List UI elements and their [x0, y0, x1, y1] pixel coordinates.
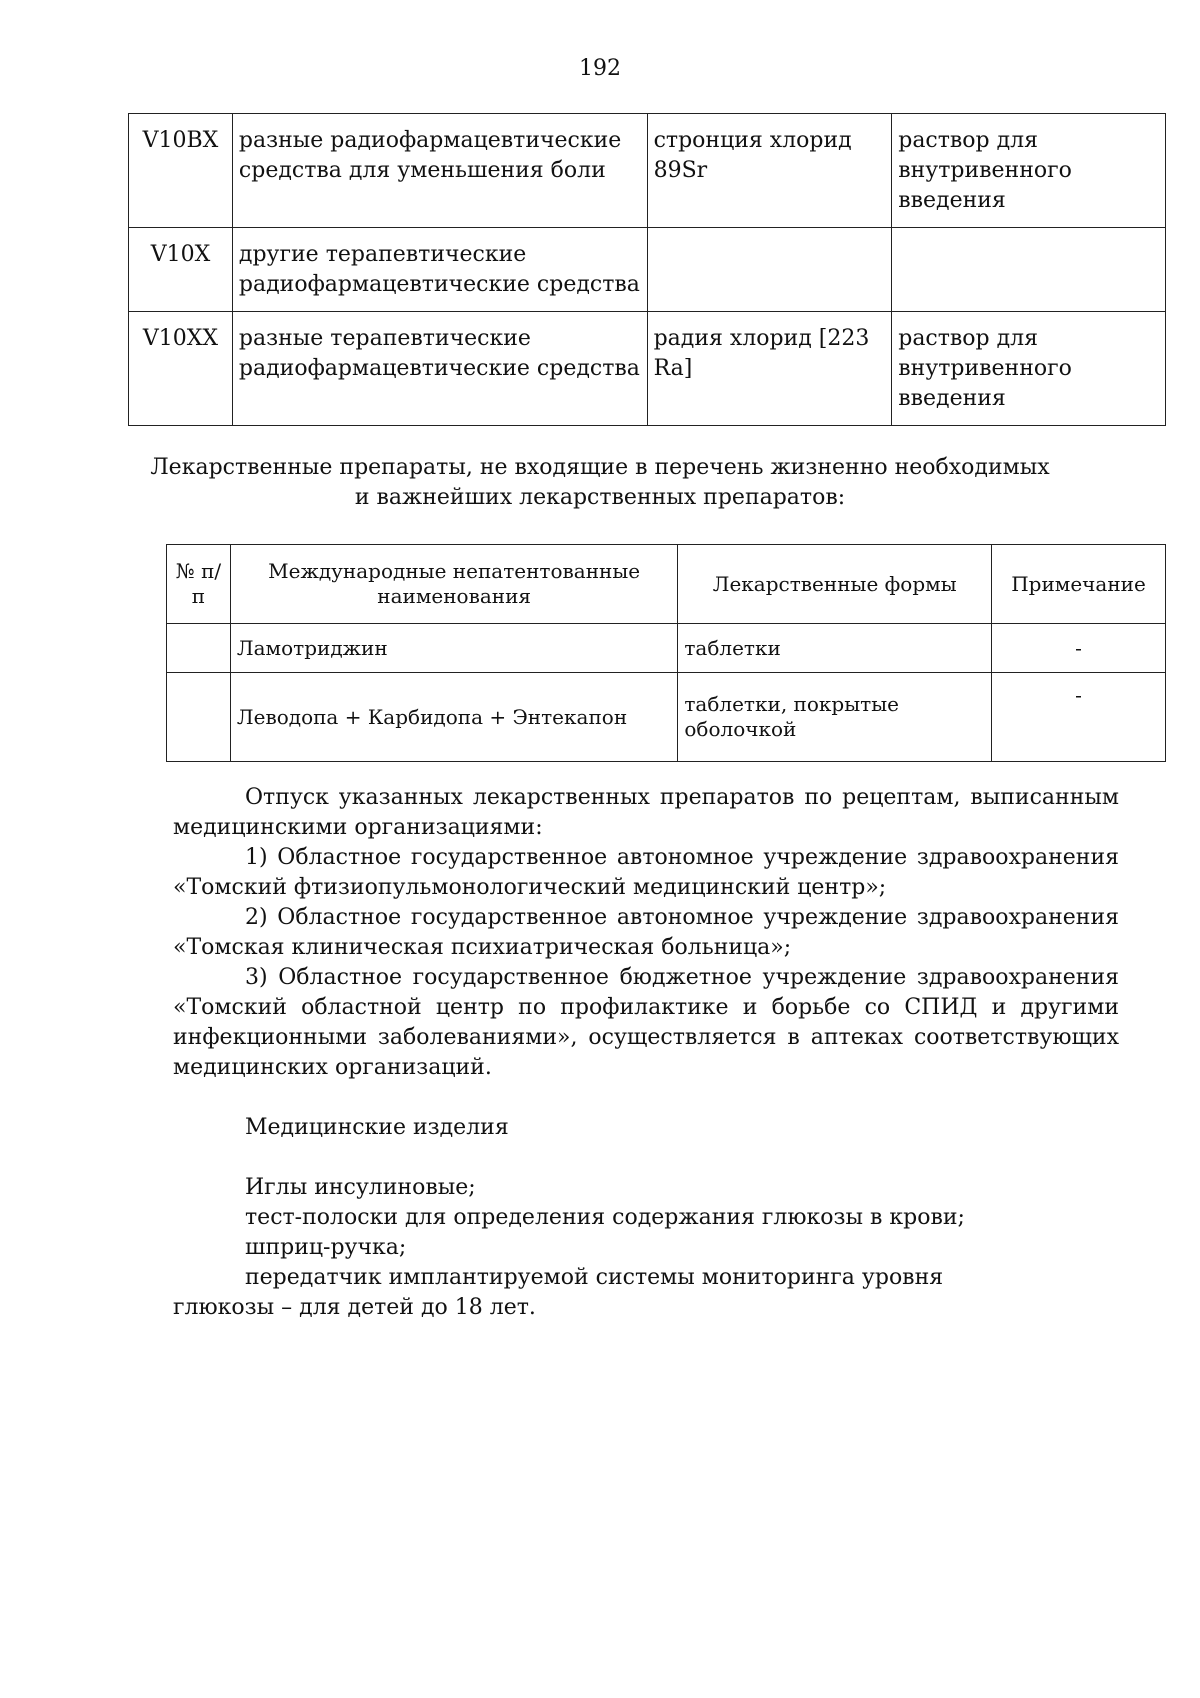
drug-name: радия хлорид [223 Ra]	[647, 312, 892, 426]
table-row	[129, 312, 1166, 426]
row-number	[167, 624, 231, 673]
pharmacological-group: разные терапевтические радиофармацевтические средства	[232, 312, 647, 426]
table-row	[129, 228, 1166, 312]
pharmacological-group: разные радиофармацевтические средства для уменьшения боли	[232, 114, 647, 228]
device-item: шприц-ручка;	[245, 1235, 407, 1260]
drug-name	[647, 228, 892, 312]
note: -	[992, 673, 1166, 762]
device-item: передатчик имплантируемой системы мониторинга уровня глюкозы – для детей до 18 лет.	[173, 1265, 944, 1320]
heading-line: и важнейших лекарственных препаратов:	[354, 485, 846, 510]
header-number: № п/п	[167, 545, 231, 624]
page-number: 192	[579, 56, 621, 81]
inn-name: Ламотриджин	[230, 624, 677, 673]
dispensing-item: 3) Областное государственное бюджетное учреждение здравоохранения «Томский областной центр по профилактике и борьбе со СПИД и другими инфекционными заболеваниями», осуществляется в аптеках соответствующих медицинских организаций.	[173, 965, 1119, 1080]
table-row	[129, 114, 1166, 228]
header-note: Примечание	[992, 545, 1166, 624]
table-header-row	[167, 545, 1166, 624]
dosage-form: таблетки, покрытые оболочкой	[678, 673, 992, 762]
inn-name: Леводопа + Карбидопа + Энтекапон	[230, 673, 677, 762]
medical-devices-heading-block	[173, 1113, 1119, 1143]
header-inn: Международные непатентованные наименования	[230, 545, 677, 624]
dosage-form	[892, 228, 1166, 312]
dosage-form: таблетки	[678, 624, 992, 673]
row-number	[167, 673, 231, 762]
pharmacological-group: другие терапевтические радиофармацевтические средства	[232, 228, 647, 312]
atc-classification-table	[128, 113, 1166, 426]
device-item: тест-полоски для определения содержания глюкозы в крови;	[245, 1205, 965, 1230]
dispensing-item: 2) Областное государственное автономное учреждение здравоохранения «Томская клиническая психиатрическая больница»;	[173, 905, 1119, 960]
atc-code: V10XX	[129, 312, 233, 426]
non-list-drugs-table	[166, 544, 1166, 762]
dosage-form: раствор для внутривенного введения	[892, 312, 1166, 426]
medical-devices-heading: Медицинские изделия	[245, 1115, 509, 1140]
dispensing-intro: Отпуск указанных лекарственных препаратов по рецептам, выписанным медицинскими организациями:	[173, 785, 1119, 840]
medical-devices-list	[173, 1173, 1119, 1323]
dosage-form: раствор для внутривенного введения	[892, 114, 1166, 228]
atc-code: V10X	[129, 228, 233, 312]
header-forms: Лекарственные формы	[678, 545, 992, 624]
dispensing-item: 1) Областное государственное автономное учреждение здравоохранения «Томский фтизиопульмонологический медицинский центр»;	[173, 845, 1119, 900]
table-row	[167, 673, 1166, 762]
note: -	[992, 624, 1166, 673]
atc-code: V10BX	[129, 114, 233, 228]
non-list-drugs-heading	[0, 453, 1200, 513]
device-item: Иглы инсулиновые;	[245, 1175, 476, 1200]
table-row	[167, 624, 1166, 673]
drug-name: стронция хлорид 89Sr	[647, 114, 892, 228]
dispensing-paragraphs	[173, 783, 1119, 1083]
heading-line: Лекарственные препараты, не входящие в перечень жизненно необходимых	[150, 455, 1050, 480]
